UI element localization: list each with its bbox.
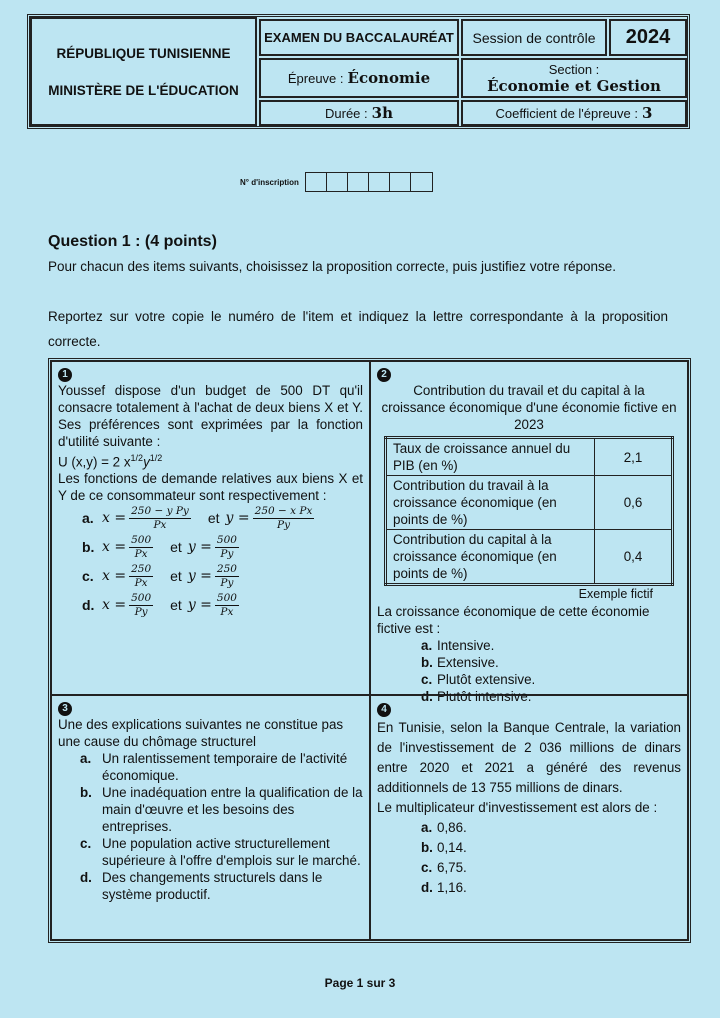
fraction: $\frac{500}{Py}$ <box>216 534 237 561</box>
option: c. x = $\frac{250}{Px}$ et y = $\frac{250}{Py}$ <box>82 563 237 590</box>
duree-cell <box>259 100 459 126</box>
option: a. x = $\frac{\text{250 − y Py}}{Px}$ et y = $\frac{\text{250 − x Px}}{Py}$ <box>82 505 313 532</box>
ministry: MINISTÈRE DE L'ÉDUCATION <box>48 82 239 98</box>
epreuve-label: Épreuve : <box>287 70 344 86</box>
inscription-field <box>240 172 433 192</box>
item-question: La croissance économique de cette économie fictive est : <box>377 604 650 636</box>
question-intro: Pour chacun des items suivants, choisissez la proposition correcte, puis justifiez votre réponse. <box>48 259 617 274</box>
option: a. 0,86. <box>421 820 467 835</box>
table-row: Contribution du travail à la croissance économique (en points de %) 0,6 <box>386 476 673 530</box>
page-footer: Page 1 sur 3 <box>324 976 396 990</box>
fraction: $\frac{250}{Py}$ <box>216 563 237 590</box>
exam-cell: EXAMEN DU BACCALAURÉAT <box>259 19 459 56</box>
session-cell: Session de contrôle <box>461 19 607 56</box>
item-number: 1 <box>58 368 72 382</box>
utility-function: U (x,y) = 2 $x^{1/2}y^{1/2}$ <box>58 453 163 470</box>
duree-label: Durée : <box>325 105 368 121</box>
fraction: $\frac{\text{250 − y Py}}{Px}$ <box>131 505 189 532</box>
growth-table <box>384 436 674 586</box>
section-label: Section : <box>548 61 600 77</box>
option: b. 0,14. <box>421 840 467 855</box>
fraction: $\frac{500}{Px}$ <box>131 534 152 561</box>
option: a. Un ralentissement temporaire de l'activité économique. <box>80 751 348 783</box>
item-number: 4 <box>377 703 391 717</box>
item-text: Une des explications suivantes ne constitue pas une cause du chômage structurel <box>58 717 344 749</box>
institution-cell <box>30 17 257 126</box>
item-4 <box>370 695 688 940</box>
coef-cell <box>461 100 687 126</box>
coef-label: Coefficient de l'épreuve : <box>495 105 638 121</box>
option: d. 1,16. <box>421 880 467 895</box>
item-text: En Tunisie, selon la Banque Centrale, la variation de l'investissement de 2 036 millions de dinars entre 2020 et 2021 a généré des revenus additionnels de 13 755 millions de dinars. <box>377 720 681 795</box>
section-cell <box>461 58 687 98</box>
coef-value: 3 <box>642 104 653 122</box>
item-text-2: Les fonctions de demande relatives aux biens X et Y de ce consommateur sont respectivement : <box>58 471 363 504</box>
exam-header <box>27 14 690 129</box>
item-3 <box>51 695 370 940</box>
fraction: $\frac{500}{Py}$ <box>131 592 152 619</box>
option: d. Des changements structurels dans le système productif. <box>80 870 323 902</box>
inscription-boxes[interactable] <box>305 172 433 192</box>
fraction: $\frac{500}{Px}$ <box>216 592 237 619</box>
epreuve-value: Économie <box>347 69 431 87</box>
item-question: Le multiplicateur d'investissement est alors de : <box>377 800 658 815</box>
table-title: Contribution du travail et du capital à la croissance économique d'une économie fictive en 2023 <box>381 383 677 432</box>
year-cell: 2024 <box>609 19 687 56</box>
section-value: Économie et Gestion <box>487 76 661 95</box>
item-options <box>377 818 681 898</box>
item-number: 3 <box>58 702 72 716</box>
item-options <box>58 504 363 620</box>
items-grid <box>48 358 691 943</box>
fraction: $\frac{250}{Px}$ <box>131 563 152 590</box>
item-text: Youssef dispose d'un budget de 500 DT qu'il consacre totalement à l'achat de deux biens X et Y. Ses préférences sont exprimées par la fonction d'utilité suivante : <box>58 383 363 449</box>
table-row: Contribution du capital à la croissance économique (en points de %) 0,4 <box>386 530 673 585</box>
inscription-label: N° d'inscription <box>240 177 299 187</box>
item-options <box>58 750 363 903</box>
item-1 <box>51 361 370 695</box>
table-row: Taux de croissance annuel du PIB (en %) 2,1 <box>386 438 673 476</box>
question-instruction: Reportez sur votre copie le numéro de l'item et indiquez la lettre correspondante à la proposition correcte. <box>48 309 668 349</box>
option: b. Extensive. <box>421 655 499 670</box>
fraction: $\frac{\text{250 − x Px}}{Py}$ <box>254 505 313 532</box>
option: d. x = $\frac{500}{Py}$ et y = $\frac{500}{Px}$ <box>82 592 237 619</box>
country: RÉPUBLIQUE TUNISIENNE <box>56 45 231 61</box>
option: b. x = $\frac{500}{Px}$ et y = $\frac{500}{Py}$ <box>82 534 237 561</box>
item-2 <box>370 361 688 704</box>
table-note: Exemple fictif <box>578 587 653 601</box>
option: c. Plutôt extensive. <box>421 672 536 687</box>
question-title: Question 1 : (4 points) <box>48 233 217 250</box>
option: c. 6,75. <box>421 860 467 875</box>
duree-value: 3h <box>371 104 393 122</box>
option: b. Une inadéquation entre la qualification de la main d'œuvre et les besoins des entreprises. <box>80 785 363 834</box>
option: c. Une population active structurellement supérieure à l'offre d'emplois sur le marché. <box>80 836 361 868</box>
option: d. Plutôt intensive. <box>421 689 532 704</box>
option: a. Intensive. <box>421 638 495 653</box>
item-number: 2 <box>377 368 391 382</box>
epreuve-cell <box>259 58 459 98</box>
